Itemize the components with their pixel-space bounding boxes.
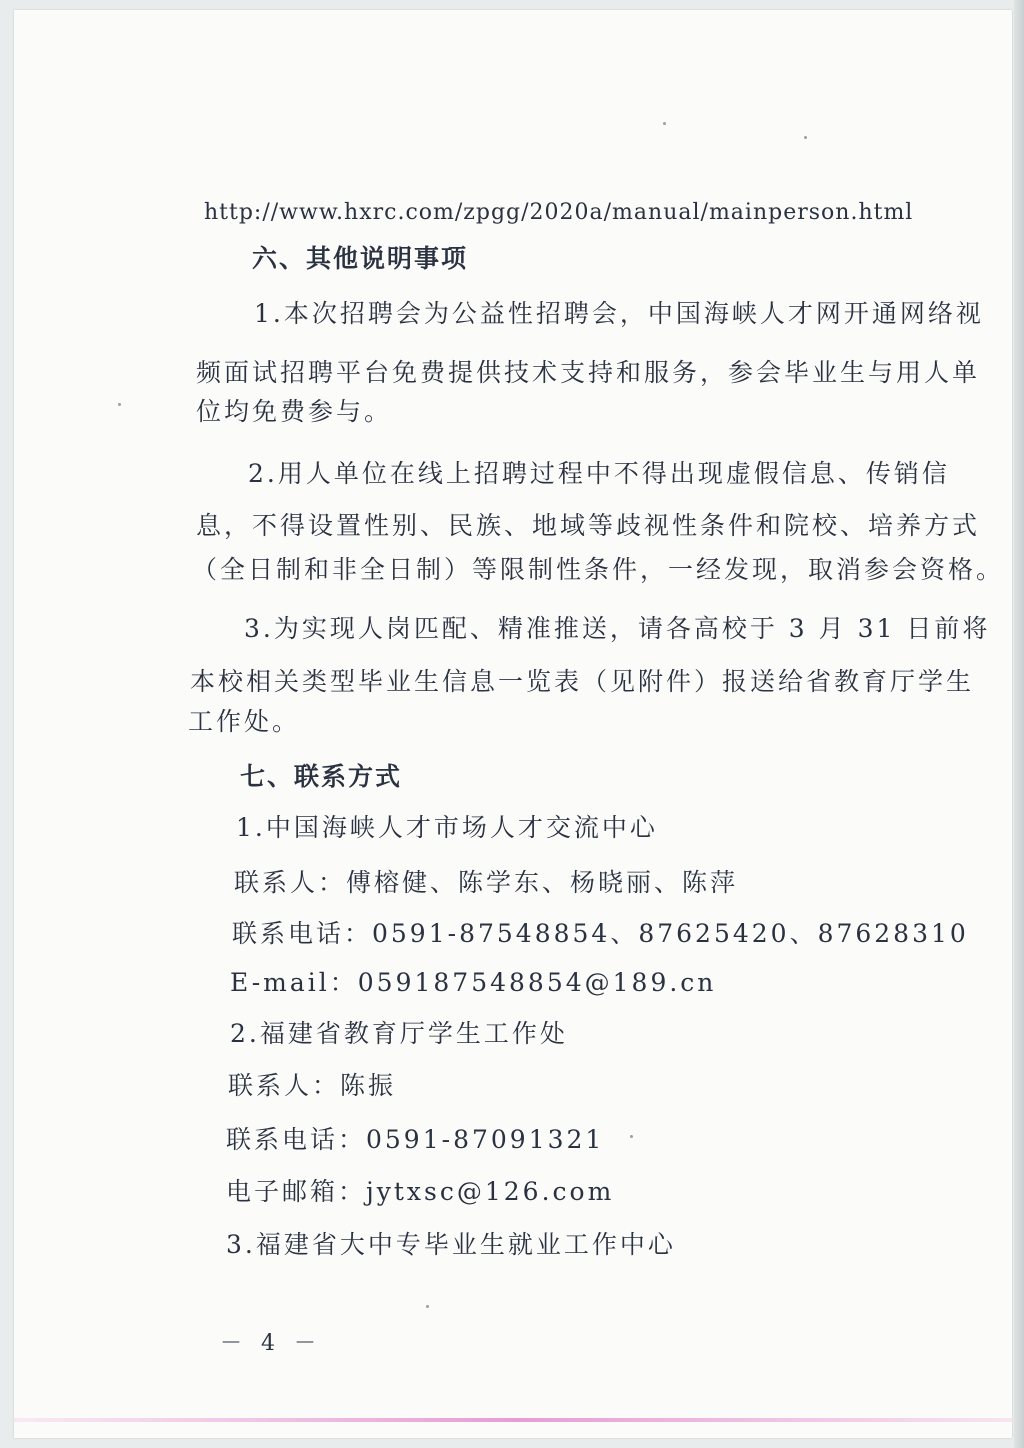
section-6-line: 息，不得设置性别、民族、地域等歧视性条件和院校、培养方式 <box>196 511 981 540</box>
contact-org-3: 3.福建省大中专毕业生就业工作中心 <box>226 1230 676 1259</box>
scan-speck <box>630 1135 633 1138</box>
url-text: http://www.hxrc.com/zpgg/2020a/manual/mainperson.html <box>204 200 914 225</box>
section-6-line: 3.为实现人岗匹配、精准推送，请各高校于 3 月 31 日前将 <box>244 614 991 643</box>
contact-org-2: 2.福建省教育厅学生工作处 <box>230 1019 568 1048</box>
scan-artifact-line <box>14 1418 1012 1422</box>
contact-phone-2: 联系电话：0591-87091321 <box>226 1125 605 1154</box>
section-6-heading: 六、其他说明事项 <box>252 244 469 273</box>
contact-email-1: E-mail：059187548854@189.cn <box>230 968 717 997</box>
scan-speck <box>663 122 666 125</box>
section-6-line: 工作处。 <box>188 707 301 736</box>
contact-email-2: 电子邮箱：jytxsc@126.com <box>226 1177 615 1206</box>
contact-org-1: 1.中国海峡人才市场人才交流中心 <box>236 813 658 842</box>
section-6-line: 位均免费参与。 <box>196 397 393 426</box>
contact-people-2: 联系人：陈振 <box>228 1071 397 1100</box>
section-6-line: 1.本次招聘会为公益性招聘会，中国海峡人才网开通网络视 <box>254 299 984 328</box>
section-6-line: 本校相关类型毕业生信息一览表（见附件）报送给省教育厅学生 <box>190 667 975 696</box>
contact-phone-1: 联系电话：0591-87548854、87625420、87628310 <box>232 919 969 948</box>
scan-edge <box>1014 0 1024 1448</box>
scan-speck <box>804 136 807 139</box>
scan-speck <box>426 1305 429 1308</box>
scan-speck <box>118 403 121 406</box>
section-6-line: 频面试招聘平台免费提供技术支持和服务，参会毕业生与用人单 <box>196 358 981 387</box>
section-6-line: （全日制和非全日制）等限制性条件，一经发现，取消参会资格。 <box>192 555 1005 584</box>
contact-people-1: 联系人：傅榕健、陈学东、杨晓丽、陈萍 <box>234 868 739 897</box>
page-number: － 4 － <box>220 1331 322 1356</box>
section-6-line: 2.用人单位在线上招聘过程中不得出现虚假信息、传销信 <box>248 459 950 488</box>
section-7-heading: 七、联系方式 <box>240 762 403 791</box>
